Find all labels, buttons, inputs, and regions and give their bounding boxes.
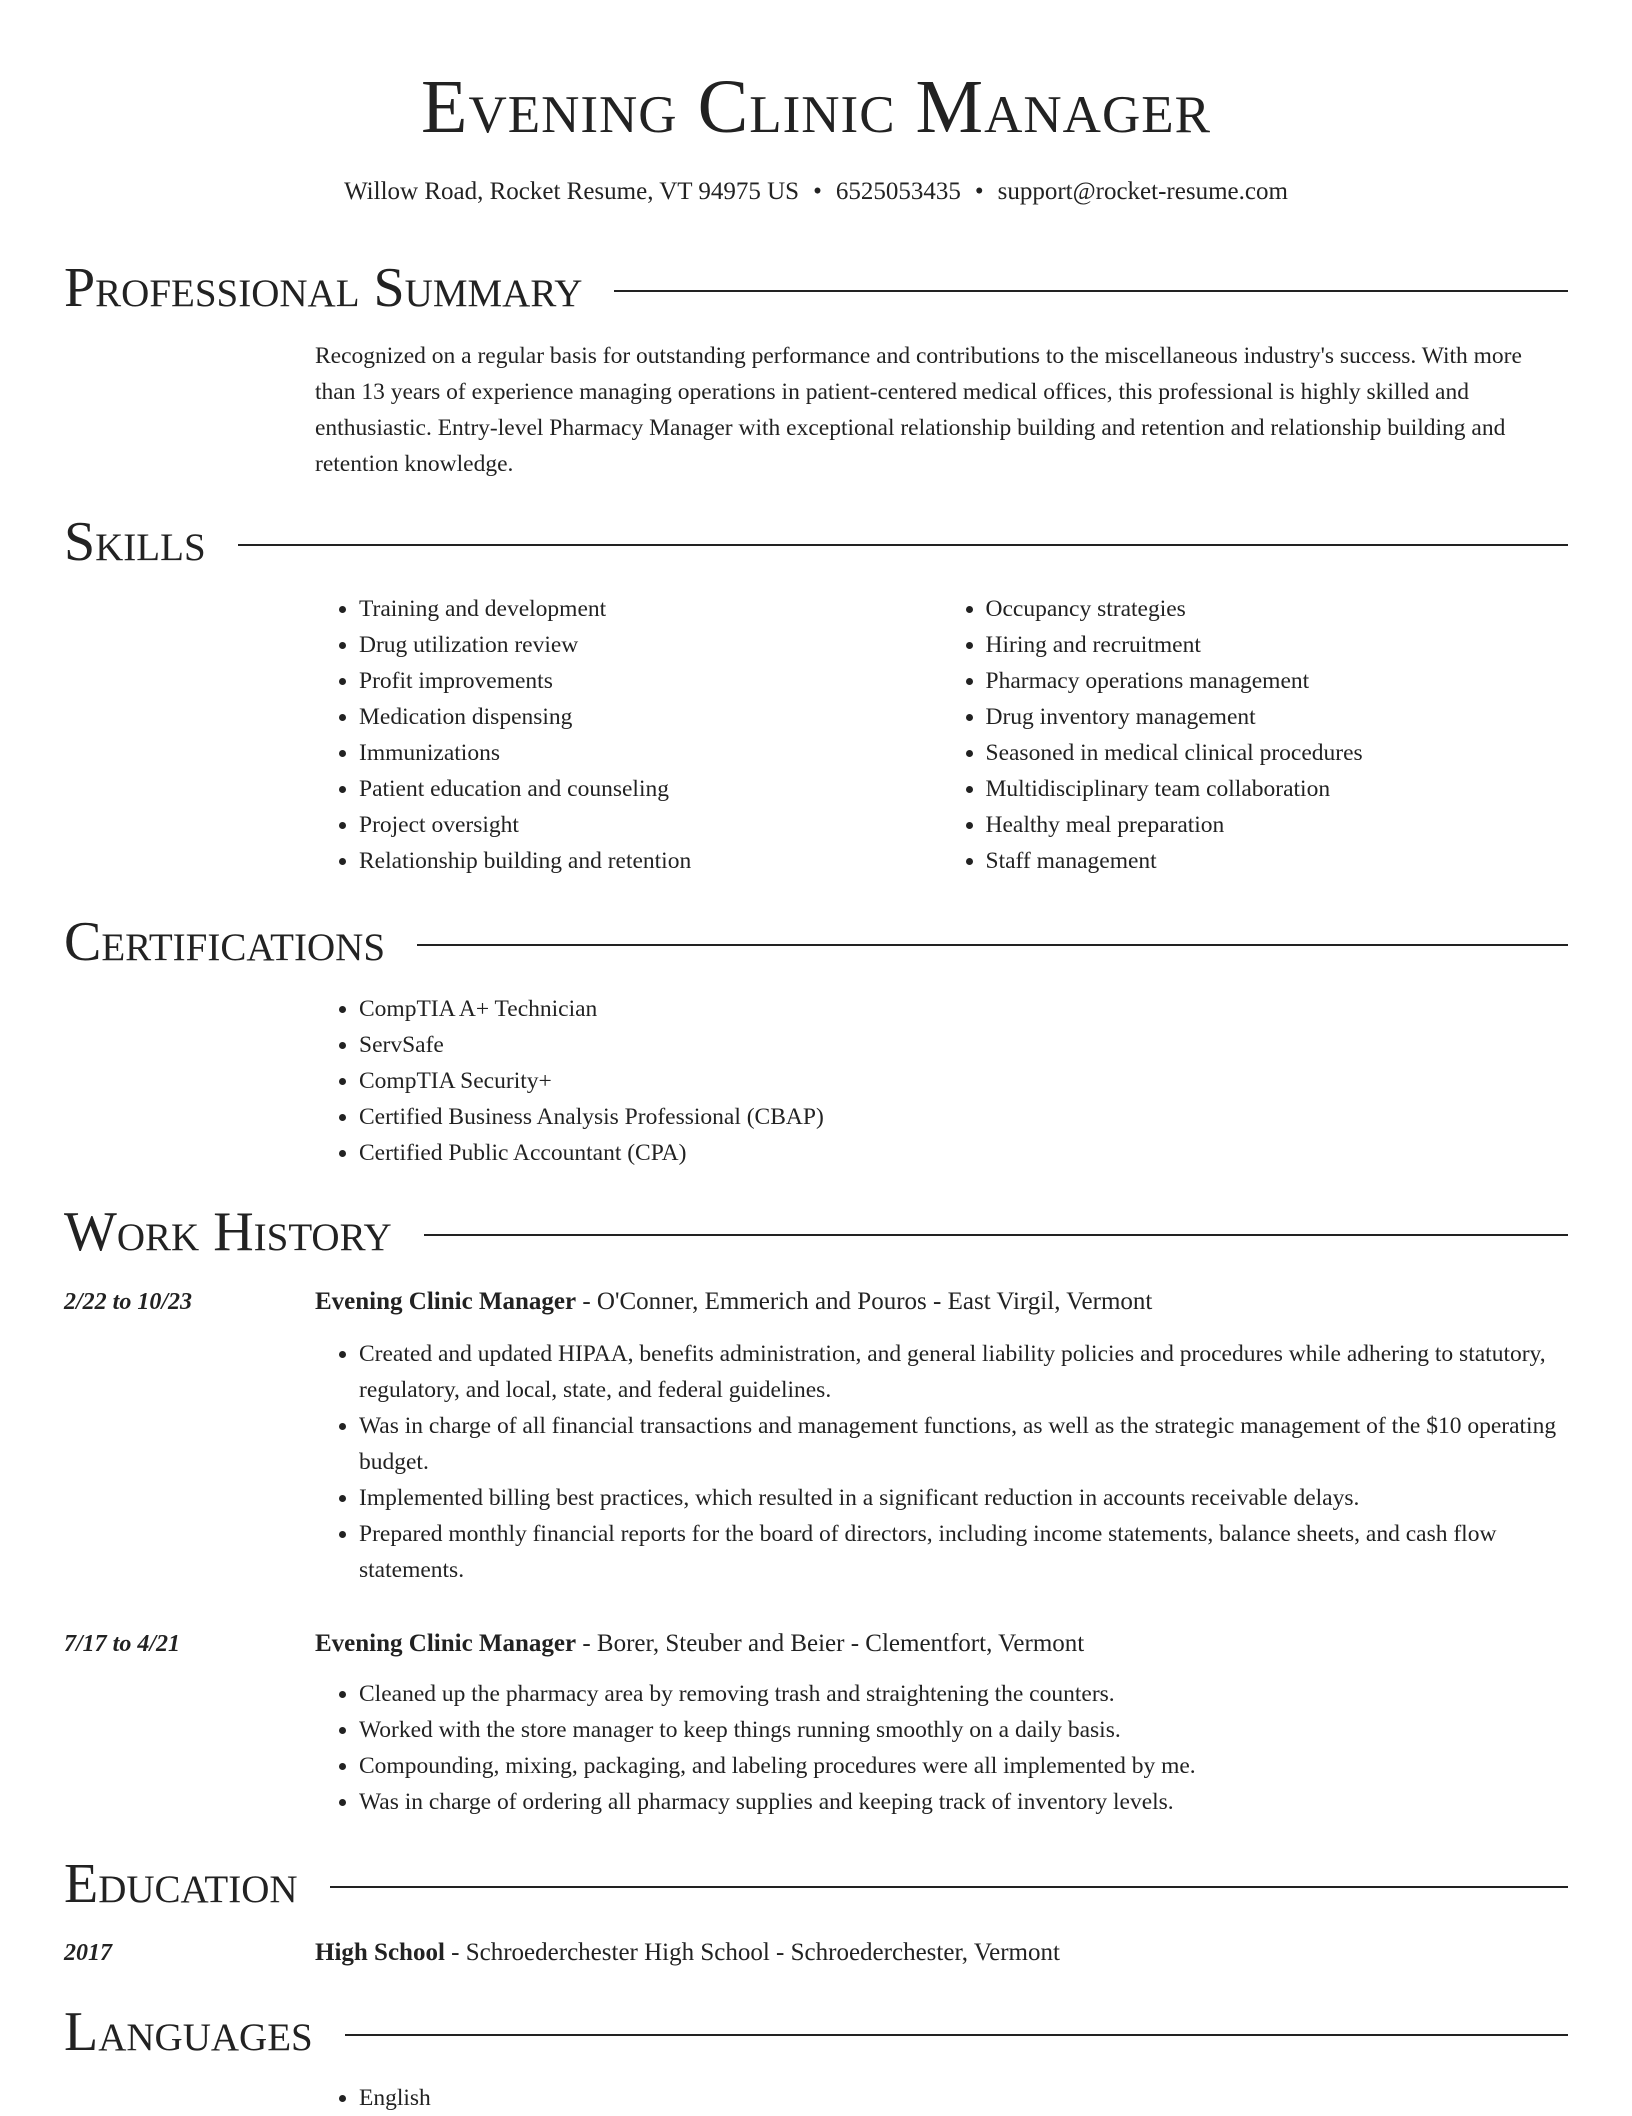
job-dates: 2/22 to 10/23 [64, 1289, 193, 1315]
certification-item: • CompTIA A+ Technician [359, 991, 1568, 1027]
section-title-languages: Languages [64, 2001, 313, 2063]
skill-item: • Training and development [359, 591, 942, 627]
skill-item: • Pharmacy operations management [986, 663, 1569, 699]
job-dates: 7/17 to 4/21 [64, 1631, 181, 1657]
skill-item: • Medication dispensing [359, 699, 942, 735]
section-rule [417, 944, 1568, 946]
certifications-list [315, 991, 1568, 1171]
languages-list [315, 2080, 1568, 2116]
certification-item: • Certified Public Accountant (CPA) [359, 1135, 1568, 1171]
candidate-name: Evening Clinic Manager [421, 65, 1211, 149]
section-rule [424, 1234, 1568, 1236]
skill-item: • Profit improvements [359, 663, 942, 699]
contact-separator: • [974, 178, 984, 205]
section-title-summary: Professional Summary [64, 257, 583, 319]
languages-body [315, 2080, 1568, 2116]
section-rule [614, 290, 1568, 292]
summary-body [315, 338, 1568, 482]
contact-email: support@rocket-resume.com [997, 178, 1288, 205]
job-bullet: • Worked with the store manager to keep things running smoothly on a daily basis. [359, 1712, 1568, 1748]
section-title-skills: Skills [64, 511, 206, 573]
skills-section-header [64, 507, 1568, 577]
skill-item: • Staff management [986, 843, 1569, 879]
job-bullets [315, 1336, 1568, 1588]
education-entry [315, 1935, 1568, 1971]
education-heading [315, 1935, 1568, 1971]
skill-item: • Immunizations [359, 735, 942, 771]
job-bullets [315, 1676, 1568, 1820]
skill-item: • Healthy meal preparation [986, 807, 1569, 843]
skill-item: • Multidisciplinary team collaboration [986, 771, 1569, 807]
contact-line [64, 174, 1568, 210]
work-section-header [64, 1197, 1568, 1267]
languages-section-header [64, 1997, 1568, 2067]
skills-list-left [315, 591, 942, 879]
contact-phone: 6525053435 [835, 178, 961, 205]
job-bullet: • Created and updated HIPAA, benefits administration, and general liability policies and procedures while adhering to statutory, regulatory, and local, state, and federal guidelines. [359, 1336, 1568, 1408]
contact-address: Willow Road, Rocket Resume, VT 94975 US [344, 178, 800, 205]
skill-item: • Relationship building and retention [359, 843, 942, 879]
language-item: • English [359, 2080, 1568, 2116]
section-title-work: Work History [64, 1201, 392, 1263]
certification-item: • CompTIA Security+ [359, 1063, 1568, 1099]
certification-item: • Certified Business Analysis Professional (CBAP) [359, 1099, 1568, 1135]
summary-text: Recognized on a regular basis for outstanding performance and contributions to the miscellaneous industry's success. With more than 13 years of experience managing operations in patient-centered medical offices, this professional is highly skilled and enthusiastic. Entry-level Pharmacy Manager with exceptional relationship building and retention and relationship building and retention knowledge. [315, 343, 1522, 477]
education-year: 2017 [64, 1940, 112, 1966]
education-degree: High School [315, 1939, 445, 1966]
skill-item: • Drug inventory management [986, 699, 1569, 735]
job-bullet: • Was in charge of ordering all pharmacy supplies and keeping track of inventory levels. [359, 1784, 1568, 1820]
certifications-body [315, 991, 1568, 1171]
job-bullet: • Compounding, mixing, packaging, and labeling procedures were all implemented by me. [359, 1748, 1568, 1784]
summary-section-header [64, 253, 1568, 323]
section-rule [330, 1886, 1568, 1888]
skills-list-right [942, 591, 1569, 879]
certifications-section-header [64, 907, 1568, 977]
section-title-certifications: Certifications [64, 911, 386, 973]
skill-item: • Occupancy strategies [986, 591, 1569, 627]
skill-item: • Drug utilization review [359, 627, 942, 663]
job-bullet: • Was in charge of all financial transactions and management functions, as well as the strategic management of the $10 operating budget. [359, 1408, 1568, 1480]
skills-columns [315, 591, 1568, 879]
skill-item: • Project oversight [359, 807, 942, 843]
job-entry [315, 1626, 1568, 1820]
job-title: Evening Clinic Manager [315, 1630, 577, 1657]
job-employer: - O'Conner, Emmerich and Pouros - East Virgil, Vermont [576, 1288, 1153, 1315]
skills-body [315, 591, 1568, 879]
education-section-header [64, 1849, 1568, 1919]
job-employer: - Borer, Steuber and Beier - Clementfort, Vermont [576, 1630, 1085, 1657]
job-heading [315, 1284, 1568, 1320]
job-entry [315, 1284, 1568, 1588]
skill-item: • Hiring and recruitment [986, 627, 1569, 663]
education-school: - Schroederchester High School - Schroederchester, Vermont [444, 1939, 1060, 1966]
job-bullet: • Prepared monthly financial reports for the board of directors, including income statements, balance sheets, and cash flow statements. [359, 1516, 1568, 1588]
job-bullet: • Cleaned up the pharmacy area by removing trash and straightening the counters. [359, 1676, 1568, 1712]
contact-separator: • [813, 178, 822, 205]
skill-item: • Patient education and counseling [359, 771, 942, 807]
certification-item: • ServSafe [359, 1027, 1568, 1063]
job-title: Evening Clinic Manager [315, 1288, 577, 1315]
section-title-education: Education [64, 1853, 298, 1915]
section-rule [345, 2034, 1568, 2036]
job-heading [315, 1626, 1568, 1662]
section-rule [238, 544, 1568, 546]
skill-item: • Seasoned in medical clinical procedures [986, 735, 1569, 771]
job-bullet: • Implemented billing best practices, which resulted in a significant reduction in accounts receivable delays. [359, 1480, 1568, 1516]
